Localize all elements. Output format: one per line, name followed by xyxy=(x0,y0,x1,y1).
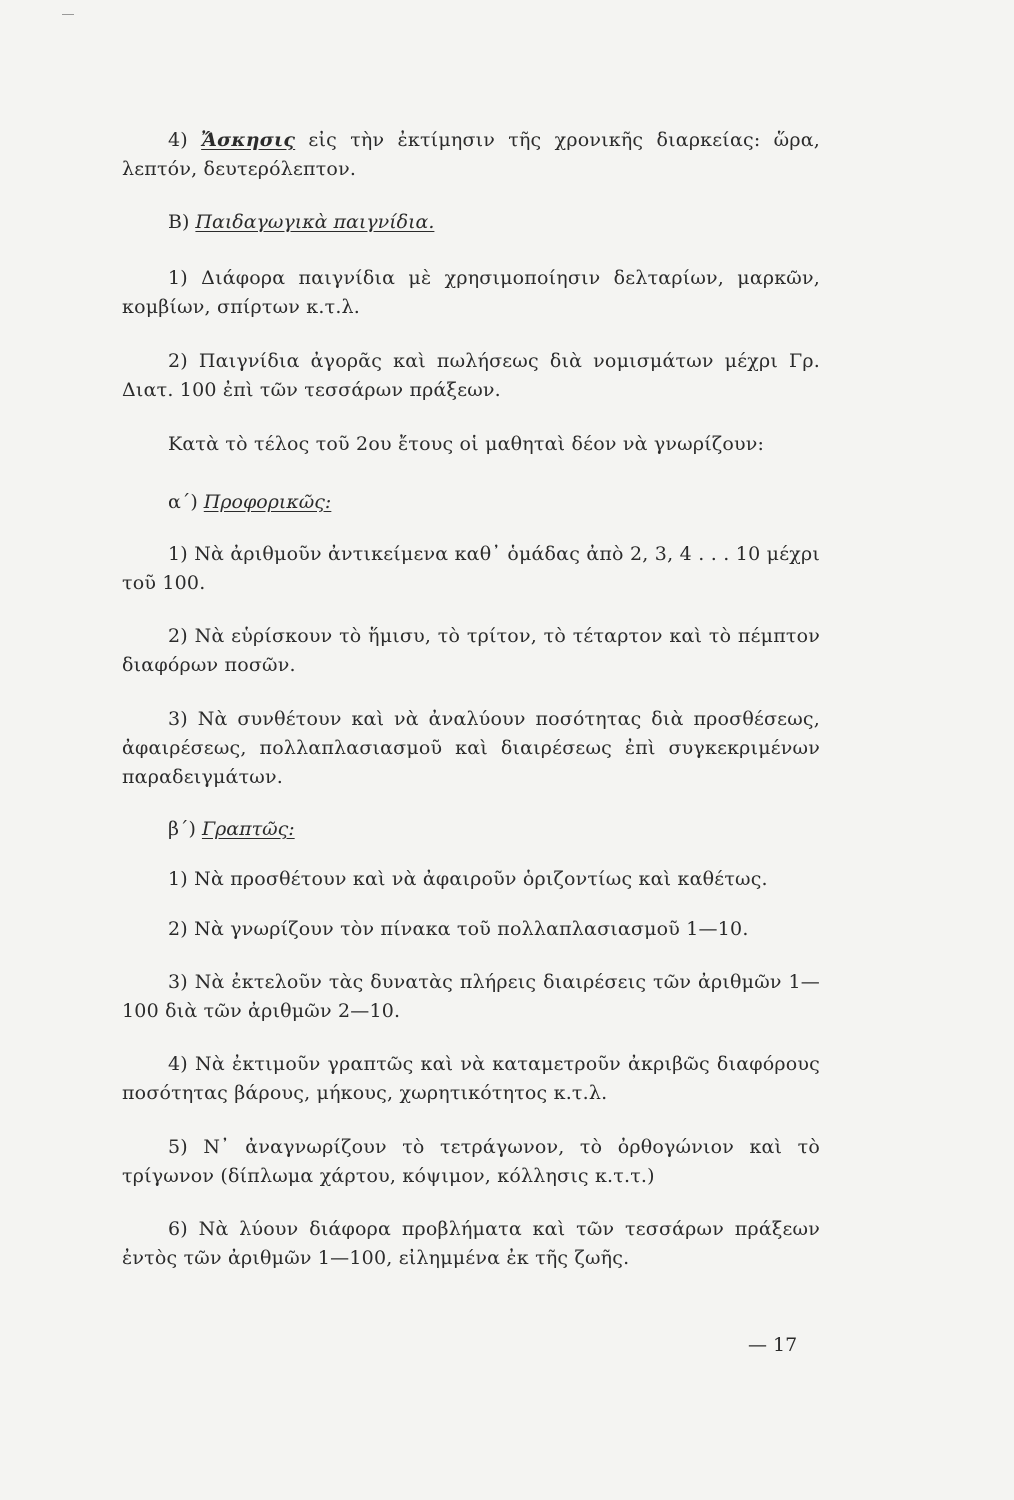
paragraph-oral-1: 1) Νὰ ἀριθμοῦν ἀντικείμενα καθ᾽ ὁμάδας ἀπὸ 2, 3, 4 . . . 10 μέχρι τοῦ 100. xyxy=(122,543,820,594)
paragraph-written-3: 3) Νὰ ἐκτελοῦν τὰς δυνατὰς πλήρεις διαιρέσεις τῶν ἀριθμῶν 1—100 διὰ τῶν ἀριθμῶν 2—10. xyxy=(122,971,820,1022)
paragraph-written-6: 6) Νὰ λύουν διάφορα προβλήματα καὶ τῶν τεσσάρων πράξεων ἐντὸς τῶν ἀριθμῶν 1—100, εἰλημμένα ἐκ τῆς ζωῆς. xyxy=(122,1218,820,1269)
paragraph-written-2: 2) Νὰ γνωρίζουν τὸν πίνακα τοῦ πολλαπλασιασμοῦ 1—10. xyxy=(168,918,749,940)
subheading-written: β΄) Γραπτῶς: xyxy=(168,818,295,840)
subheading-oral-title: Προφορικῶς: xyxy=(203,491,332,513)
paragraph-written-5: 5) Ν᾽ ἀναγνωρίζουν τὸ τετράγωνον, τὸ ὀρθογώνιον καὶ τὸ τρίγωνον (δίπλωμα χάρτου, κόψιμον, κόλλησις κ.τ.τ.) xyxy=(122,1136,820,1187)
paragraph-time-exercise: 4) Ἄσκησις εἰς τὴν ἐκτίμησιν τῆς χρονικῆς διαρκείας: ὥρα, λεπτόν, δευτερόλεπτον. xyxy=(122,129,820,180)
paragraph-games-2: 2) Παιγνίδια ἀγορᾶς καὶ πωλήσεως διὰ νομισμάτων μέχρι Γρ. Διατ. 100 ἐπὶ τῶν τεσσάρων πράξεων. xyxy=(122,350,820,401)
subheading-written-title: Γραπτῶς: xyxy=(201,818,295,840)
paragraph-oral-3: 3) Νὰ συνθέτουν καὶ νὰ ἀναλύουν ποσότητας διὰ προσθέσεως, ἀφαιρέσεως, πολλαπλασιασμοῦ καὶ διαιρέσεως ἐπὶ συγκεκριμένων παραδειγμάτων. xyxy=(122,708,820,788)
paragraph-oral-2: 2) Νὰ εὑρίσκουν τὸ ἥμισυ, τὸ τρίτον, τὸ τέταρτον καὶ τὸ πέμπτον διαφόρων ποσῶν. xyxy=(122,625,820,676)
section-title-b: Παιδαγωγικὰ παιγνίδια. xyxy=(195,211,435,233)
paragraph-written-1: 1) Νὰ προσθέτουν καὶ νὰ ἀφαιροῦν ὁριζοντίως καὶ καθέτως. xyxy=(168,868,768,890)
exercise-term: Ἄσκησις xyxy=(201,129,296,151)
paragraph-written-4: 4) Νὰ ἐκτιμοῦν γραπτῶς καὶ νὰ καταμετροῦν ἀκριβῶς διαφόρους ποσότητας βάρους, μήκους, χωρητικότητος κ.τ.λ. xyxy=(122,1053,820,1104)
paragraph-year-end: Κατὰ τὸ τέλος τοῦ 2ου ἔτους οἱ μαθηταὶ δέον νὰ γνωρίζουν: xyxy=(168,433,765,455)
subheading-oral: α΄) Προφορικῶς: xyxy=(168,491,332,513)
section-heading-b: Β) Παιδαγωγικὰ παιγνίδια. xyxy=(168,211,435,233)
page-number: — 17 xyxy=(748,1334,798,1356)
margin-mark xyxy=(62,14,74,15)
paragraph-games-1: 1) Διάφορα παιγνίδια μὲ χρησιμοποίησιν δελταρίων, μαρκῶν, κομβίων, σπίρτων κ.τ.λ. xyxy=(122,267,820,318)
